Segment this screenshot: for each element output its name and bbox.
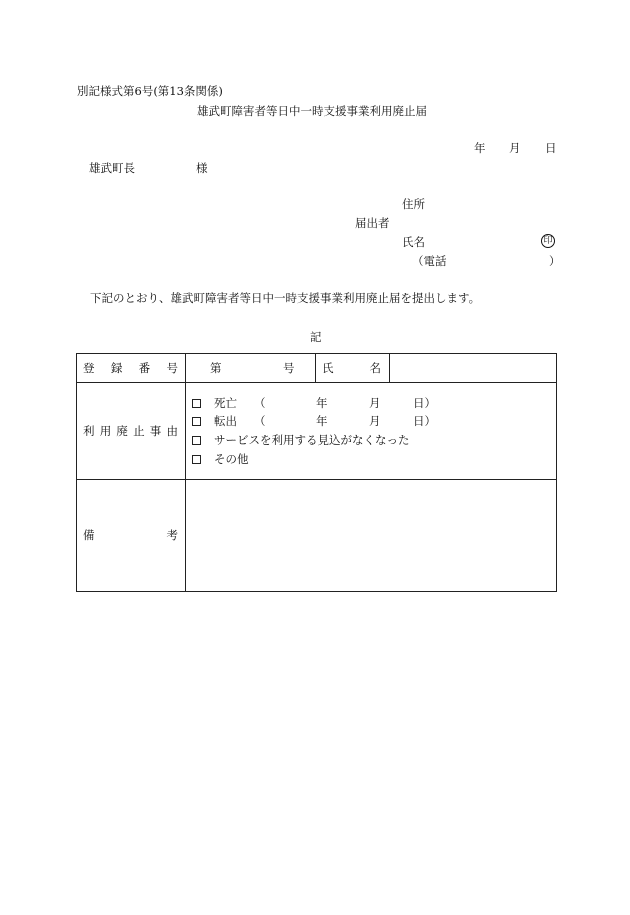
label-char: 氏 <box>322 361 334 375</box>
address-label: 住所 <box>402 197 425 211</box>
phone-label: （電話 <box>412 254 447 268</box>
ki-heading: 記 <box>310 330 322 344</box>
reason-label-text: その他 <box>214 452 249 466</box>
registration-number-suffix: 号 <box>283 361 295 375</box>
label-char: 録 <box>110 361 123 375</box>
checkbox-icon[interactable] <box>192 455 201 464</box>
day-label: 日） <box>413 396 436 410</box>
reason-option-other[interactable] <box>192 454 532 466</box>
form-code: 別記様式第6号(第13条関係) <box>77 84 223 98</box>
name-value-cell[interactable] <box>389 353 557 383</box>
name-label: 氏名 <box>402 235 425 249</box>
applicant-label: 届出者 <box>355 216 390 230</box>
paren-open: （ <box>254 414 266 428</box>
year-label: 年 <box>316 396 328 410</box>
label-char: 廃 <box>116 424 128 438</box>
label-char: 番 <box>138 361 151 375</box>
registration-number-prefix: 第 <box>210 361 222 375</box>
year-label: 年 <box>316 414 328 428</box>
table-name-label <box>322 363 381 375</box>
seal-icon: 印 <box>541 234 555 248</box>
label-char: 事 <box>149 424 162 438</box>
addressee: 雄武町長 <box>89 161 135 175</box>
reason-option-no-longer-needed[interactable] <box>192 435 532 447</box>
document-title: 雄武町障害者等日中一時支援事業利用廃止届 <box>197 104 427 118</box>
statement-text: 下記のとおり、雄武町障害者等日中一時支援事業利用廃止届を提出します。 <box>90 291 481 305</box>
remarks-value-cell[interactable] <box>185 479 557 592</box>
month-label: 月 <box>369 414 381 428</box>
checkbox-icon[interactable] <box>192 436 201 445</box>
label-char: 止 <box>133 424 145 438</box>
reason-label-text: サービスを利用する見込がなくなった <box>214 433 410 447</box>
label-char: 用 <box>99 424 112 438</box>
reason-option-death[interactable] <box>192 398 532 410</box>
date-day-label: 日 <box>545 141 557 155</box>
honorific: 様 <box>196 161 208 175</box>
reason-option-moved-out[interactable] <box>192 416 532 428</box>
checkbox-icon[interactable] <box>192 417 201 426</box>
month-label: 月 <box>369 396 381 410</box>
date-month-label: 月 <box>509 141 521 155</box>
paren-open: （ <box>254 396 266 410</box>
reason-label-text: 転出 <box>214 414 237 428</box>
registration-number-cell[interactable] <box>185 353 316 383</box>
label-char: 備 <box>83 528 95 542</box>
date-year-label: 年 <box>474 141 486 155</box>
registration-number-label <box>83 363 178 375</box>
label-char: 名 <box>369 361 381 375</box>
day-label: 日） <box>413 414 436 428</box>
reason-label <box>83 426 178 438</box>
checkbox-icon[interactable] <box>192 399 201 408</box>
label-char: 利 <box>83 424 95 438</box>
label-char: 考 <box>166 528 178 542</box>
label-char: 号 <box>166 361 178 375</box>
reason-label-text: 死亡 <box>214 396 237 410</box>
remarks-label <box>83 530 178 542</box>
label-char: 由 <box>166 424 178 438</box>
phone-close-paren: ） <box>549 254 561 268</box>
label-char: 登 <box>83 361 95 375</box>
